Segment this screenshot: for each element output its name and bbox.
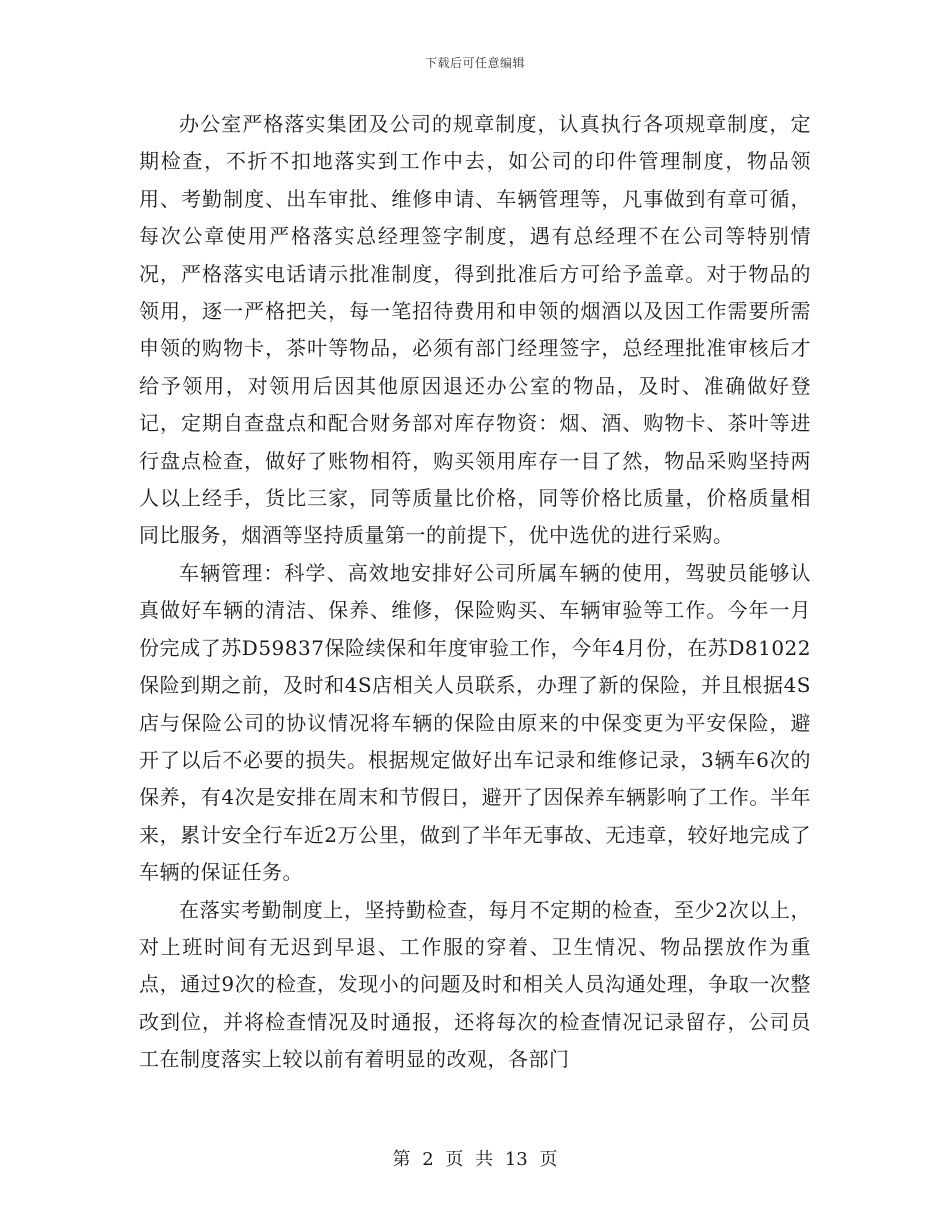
page-footer: 第 2 页 共 13 页	[392, 1149, 558, 1170]
document-body	[139, 106, 811, 1079]
paragraph-attendance: 在落实考勤制度上，坚持勤检查，每月不定期的检查，至少2次以上，对上班时间有无迟到早退、工作服的穿着、卫生情况、物品摆放作为重点，通过9次的检查，发现小的问题及时和相关人员沟通处理，争取一次整改到位，并将检查情况及时通报，还将每次的检查情况记录留存，公司员工在制度落实上较以前有着明显的改观，各部门	[139, 897, 811, 1072]
page-header: 下载后可任意编辑	[424, 56, 525, 70]
paragraph-vehicle-management: 车辆管理：科学、高效地安排好公司所属车辆的使用，驾驶员能够认真做好车辆的清洁、保养、维修，保险购买、车辆审验等工作。今年一月份完成了苏D59837保险续保和年度审验工作，今年4月份，在苏D81022保险到期之前，及时和4S店相关人员联系，办理了新的保险，并且根据4S店与保险公司的协议情况将车辆的保险由原来的中保变更为平安保险，避开了以后不必要的损失。根据规定做好出车记录和维修记录，3辆车6次的保养，有4次是安排在周末和节假日，避开了因保养车辆影响了工作。半年来，累计安全行车近2万公里，做到了半年无事故、无违章，较好地完成了车辆的保证任务。	[139, 560, 811, 885]
paragraph-office-rules: 办公室严格落实集团及公司的规章制度，认真执行各项规章制度，定期检查，不折不扣地落实到工作中去，如公司的印件管理制度，物品领用、考勤制度、出车审批、维修申请、车辆管理等，凡事做到有章可循，每次公章使用严格落实总经理签字制度，遇有总经理不在公司等特别情况，严格落实电话请示批准制度，得到批准后方可给予盖章。对于物品的领用，逐一严格把关，每一笔招待费用和申领的烟酒以及因工作需要所需申领的购物卡，茶叶等物品，必须有部门经理签字，总经理批准审核后才给予领用，对领用后因其他原因退还办公室的物品，及时、准确做好登记，定期自查盘点和配合财务部对库存物资：烟、酒、购物卡、茶叶等进行盘点检查，做好了账物相符，购买领用库存一目了然，物品采购坚持两人以上经手，货比三家，同等质量比价格，同等价格比质量，价格质量相同比服务，烟酒等坚持质量第一的前提下，优中选优的进行采购。	[139, 112, 811, 548]
